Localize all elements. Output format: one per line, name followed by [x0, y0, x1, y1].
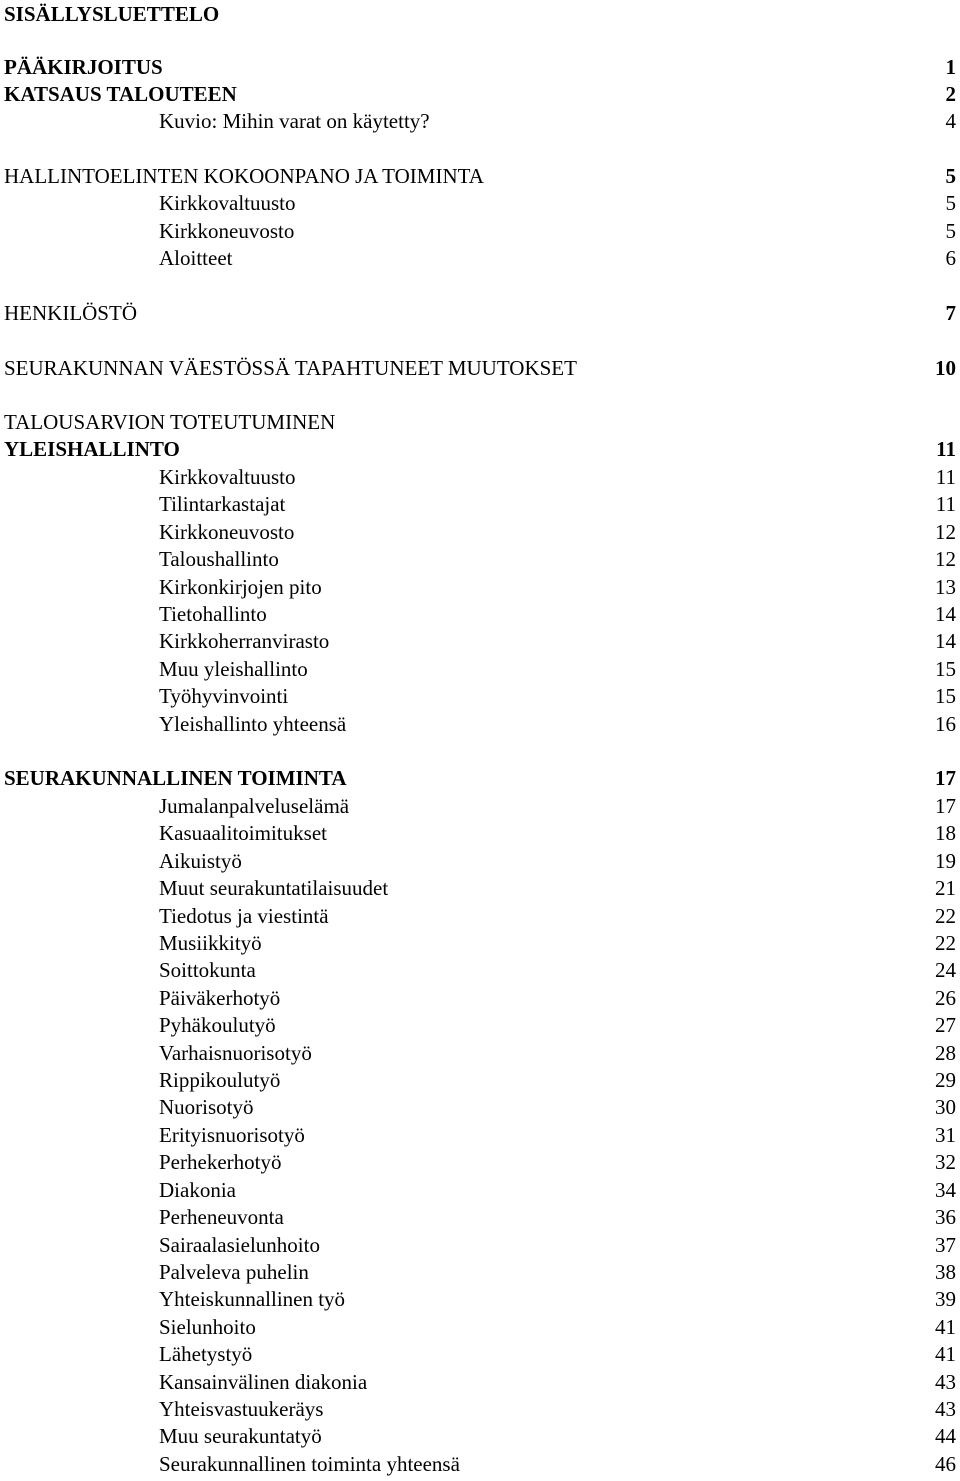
toc-entry-label: Yhteiskunnallinen työ — [159, 1287, 346, 1311]
toc-entry-label: TALOUSARVION TOTEUTUMINEN — [4, 410, 336, 434]
toc-entry — [0, 601, 960, 628]
toc-entry — [0, 1341, 960, 1368]
toc-entry-page-number: 11 — [935, 465, 956, 489]
toc-entry — [0, 436, 960, 463]
toc-entry-page-number: 29 — [935, 1068, 956, 1092]
toc-entry — [0, 1396, 960, 1423]
toc-entry-label: PÄÄKIRJOITUS — [4, 55, 163, 79]
toc-entry-label: Jumalanpalveluselämä — [159, 794, 350, 818]
toc-entry — [0, 683, 960, 710]
toc-entry — [0, 81, 960, 108]
toc-entry-label: YLEISHALLINTO — [4, 437, 180, 461]
toc-entry-page-number: 15 — [935, 684, 956, 708]
toc-entry-page-number: 18 — [935, 821, 956, 845]
toc-entry-label: HALLINTOELINTEN KOKOONPANO JA TOIMINTA — [4, 164, 484, 188]
toc-entry — [0, 1204, 960, 1231]
toc-entry — [0, 793, 960, 820]
toc-entry-label: Soittokunta — [159, 958, 256, 982]
toc-entry-page-number: 31 — [935, 1123, 956, 1147]
toc-entry — [0, 985, 960, 1012]
toc-entry — [0, 1423, 960, 1450]
toc-entry-page-number: 41 — [935, 1315, 956, 1339]
toc-entry — [0, 656, 960, 683]
toc-entry — [0, 903, 960, 930]
toc-entry-page-number: 34 — [935, 1178, 956, 1202]
toc-entry-label: Musiikkityö — [159, 931, 262, 955]
toc-entry-label: HENKILÖSTÖ — [4, 301, 137, 325]
toc-entry-label: Sairaalasielunhoito — [159, 1233, 320, 1257]
toc-entry-label: Kirkkoneuvosto — [159, 520, 295, 544]
toc-entry-page-number: 28 — [935, 1041, 956, 1065]
toc-entry — [0, 1149, 960, 1176]
toc-entry — [0, 574, 960, 601]
toc-entry-page-number: 7 — [945, 301, 956, 325]
toc-entry-page-number: 17 — [935, 794, 956, 818]
toc-entry-page-number: 21 — [935, 876, 956, 900]
toc-entry-label: Pyhäkoulutyö — [159, 1013, 276, 1037]
toc-entry — [0, 1286, 960, 1313]
toc-entry — [0, 355, 960, 382]
toc-entry-label: Muu seurakuntatyö — [159, 1424, 322, 1448]
toc-entry-label: Kirkkoherranvirasto — [159, 629, 330, 653]
toc-entry — [0, 1369, 960, 1396]
toc-entry — [0, 1040, 960, 1067]
toc-entry — [0, 875, 960, 902]
toc-entry-label: Taloushallinto — [159, 547, 279, 571]
toc-entry-page-number: 12 — [935, 520, 956, 544]
toc-entry-page-number: 46 — [935, 1452, 956, 1476]
toc-entry — [0, 1177, 960, 1204]
toc-entry-page-number: 37 — [935, 1233, 956, 1257]
toc-entry — [0, 190, 960, 217]
toc-entry — [0, 409, 960, 436]
toc-entry — [0, 765, 960, 792]
toc-entry — [0, 628, 960, 655]
toc-entry-label: Kirkkovaltuusto — [159, 465, 296, 489]
toc-entry-label: Kirkonkirjojen pito — [159, 575, 322, 599]
toc-entry-page-number: 32 — [935, 1150, 956, 1174]
toc-entry-label: Tilintarkastajat — [159, 492, 286, 516]
toc-entry-label: Perheneuvonta — [159, 1205, 284, 1229]
toc-entry-label: Tietohallinto — [159, 602, 267, 626]
toc-entry-page-number: 43 — [935, 1370, 956, 1394]
toc-entry-page-number: 41 — [935, 1342, 956, 1366]
toc-entry-page-number: 13 — [935, 575, 956, 599]
toc-entry-label: KATSAUS TALOUTEEN — [4, 82, 237, 106]
toc-entry-page-number: 27 — [935, 1013, 956, 1037]
toc-entry-label: Muut seurakuntatilaisuudet — [159, 876, 389, 900]
toc-entry — [0, 464, 960, 491]
toc-entry — [0, 1012, 960, 1039]
toc-entry-label: Sielunhoito — [159, 1315, 256, 1339]
toc-entry-label: Päiväkerhotyö — [159, 986, 281, 1010]
toc-entry-page-number: 6 — [945, 246, 956, 270]
toc-entry — [0, 1451, 960, 1478]
toc-entry-page-number: 44 — [935, 1424, 956, 1448]
toc-entry-page-number: 10 — [935, 356, 956, 380]
toc-entry-label: Aikuistyö — [159, 849, 242, 873]
toc-entry-label: Tiedotus ja viestintä — [159, 904, 329, 928]
toc-entry-label: Muu yleishallinto — [159, 657, 308, 681]
toc-entry-label: Erityisnuorisotyö — [159, 1123, 305, 1147]
toc-entry-page-number: 24 — [935, 958, 956, 982]
toc-entry — [0, 300, 960, 327]
toc-entry-page-number: 39 — [935, 1287, 956, 1311]
toc-entry-page-number: 11 — [935, 492, 956, 516]
toc-entry — [0, 108, 960, 135]
toc-entry-page-number: 22 — [935, 904, 956, 928]
toc-entry — [0, 1122, 960, 1149]
toc-entry-page-number: 30 — [935, 1095, 956, 1119]
toc-entry-label: Diakonia — [159, 1178, 236, 1202]
toc-entry-label: Kirkkovaltuusto — [159, 191, 296, 215]
toc-entry — [0, 491, 960, 518]
toc-entry-label: Yleishallinto yhteensä — [159, 712, 347, 736]
toc-entry — [0, 1094, 960, 1121]
toc-entry-page-number: 43 — [935, 1397, 956, 1421]
toc-entry-page-number: 12 — [935, 547, 956, 571]
toc-entry — [0, 848, 960, 875]
toc-entry — [0, 711, 960, 738]
toc-entry-label: Lähetystyö — [159, 1342, 253, 1366]
toc-entry-page-number: 5 — [945, 219, 956, 243]
page-title: SISÄLLYSLUETTELO — [4, 2, 220, 26]
toc-entry-page-number: 14 — [935, 602, 956, 626]
toc-entry-page-number: 11 — [936, 437, 956, 461]
toc-entry-label: Kasuaalitoimitukset — [159, 821, 327, 845]
toc-entry-label: Nuorisotyö — [159, 1095, 254, 1119]
toc-entry-page-number: 38 — [935, 1260, 956, 1284]
toc-entry-page-number: 2 — [945, 82, 956, 106]
toc-entry-page-number: 19 — [935, 849, 956, 873]
toc-entry-label: Seurakunnallinen toiminta yhteensä — [159, 1452, 460, 1476]
toc-entry-label: Kirkkoneuvosto — [159, 219, 295, 243]
toc-entry-page-number: 15 — [935, 657, 956, 681]
toc-entry-page-number: 5 — [945, 164, 956, 188]
toc-entry-label: Rippikoulutyö — [159, 1068, 281, 1092]
toc-entry — [0, 163, 960, 190]
toc-entry-page-number: 26 — [935, 986, 956, 1010]
toc-entry-page-number: 14 — [935, 629, 956, 653]
toc-entry-label: Yhteisvastuukeräys — [159, 1397, 324, 1421]
toc-entry — [0, 519, 960, 546]
toc-entry — [0, 1314, 960, 1341]
toc-entry-label: Kansainvälinen diakonia — [159, 1370, 368, 1394]
toc-entry-page-number: 5 — [945, 191, 956, 215]
toc-entry — [0, 218, 960, 245]
toc-entry-page-number: 4 — [945, 109, 956, 133]
toc-entry-page-number: 17 — [935, 766, 956, 790]
toc-entry — [0, 820, 960, 847]
toc-entry — [0, 1067, 960, 1094]
toc-entry-page-number: 22 — [935, 931, 956, 955]
toc-entry — [0, 546, 960, 573]
toc-entry — [0, 245, 960, 272]
toc-entry — [0, 1259, 960, 1286]
toc-entry-label: SEURAKUNNALLINEN TOIMINTA — [4, 766, 347, 790]
toc-entry-label: Perhekerhotyö — [159, 1150, 282, 1174]
toc-entry-label: Kuvio: Mihin varat on käytetty? — [159, 109, 430, 133]
toc-entry — [0, 957, 960, 984]
toc-entry-label: Varhaisnuorisotyö — [159, 1041, 312, 1065]
toc-entry-page-number: 36 — [935, 1205, 956, 1229]
toc-entry — [0, 54, 960, 81]
toc-entry — [0, 930, 960, 957]
toc-entry — [0, 1232, 960, 1259]
toc-entry-label: Palveleva puhelin — [159, 1260, 309, 1284]
toc-entry-label: Työhyvinvointi — [159, 684, 289, 708]
toc-entry-label: Aloitteet — [159, 246, 233, 270]
toc-entry-page-number: 1 — [945, 55, 956, 79]
toc-entry-page-number: 16 — [935, 712, 956, 736]
toc-entry-label: SEURAKUNNAN VÄESTÖSSÄ TAPAHTUNEET MUUTOKSET — [4, 356, 577, 380]
